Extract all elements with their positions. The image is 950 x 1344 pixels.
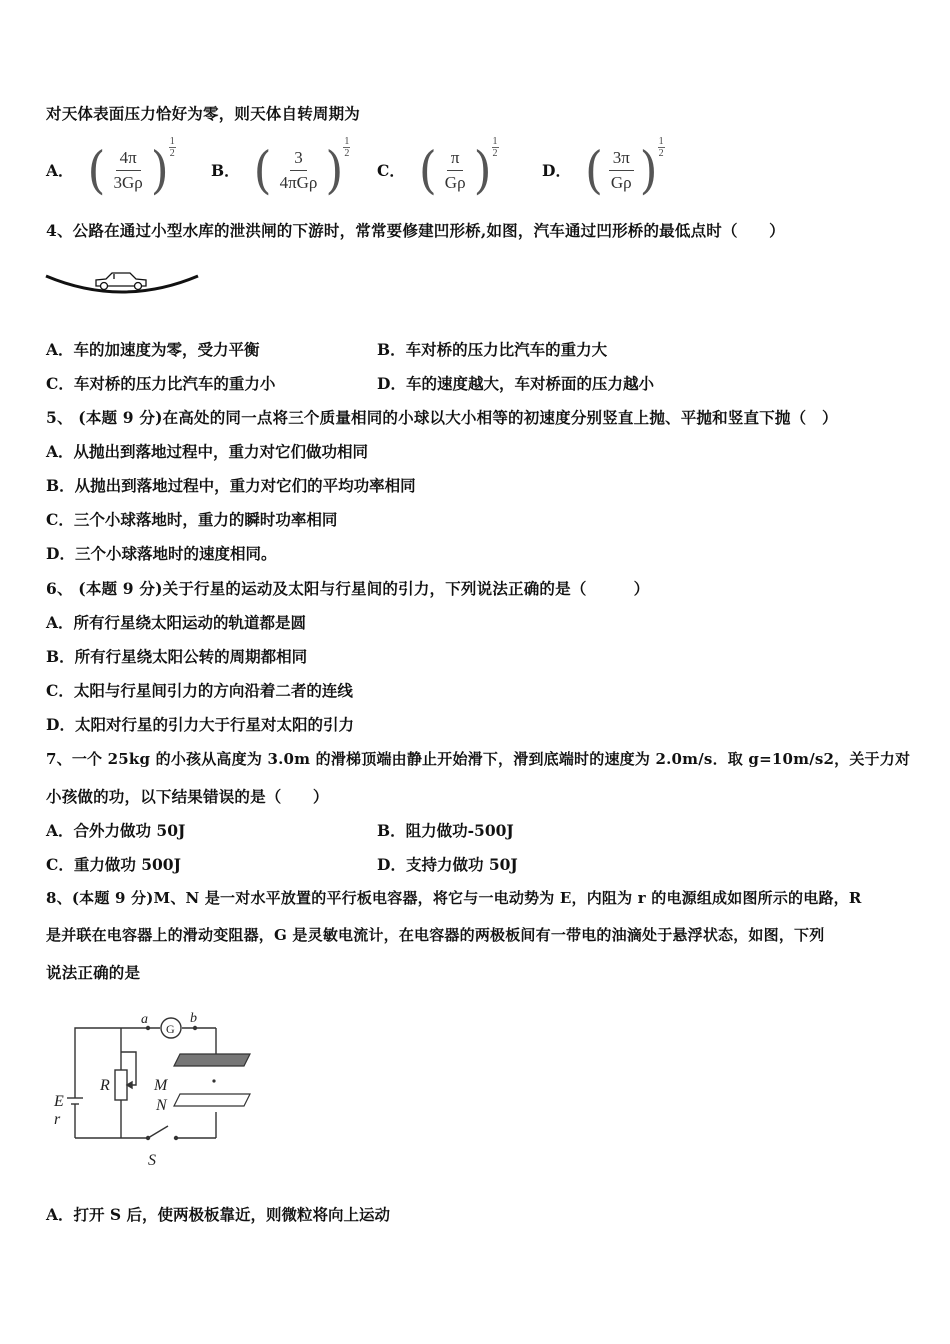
car-icon [96, 273, 146, 290]
fraction: $\frac{\pi}{G\rho}$ [444, 147, 466, 192]
q3-tail-text: 对天体表面压力恰好为零，则天体自转周期为 [46, 104, 361, 123]
exponent: 1 2 [169, 136, 175, 159]
q6-option-b[interactable]: B．所有行星绕太阳公转的周期都相同 [46, 647, 308, 666]
label-g: G [166, 1022, 175, 1036]
capacitor-plate-m [174, 1054, 250, 1066]
q4-option-d[interactable]: D．车的速度越大，车对桥面的压力越小 [377, 374, 654, 393]
label-r-rheostat: R [100, 1077, 110, 1094]
q8-option-a[interactable]: A．打开 S 后，使两极板靠近，则微粒将向上运动 [46, 1205, 391, 1224]
q6-option-d[interactable]: D．太阳对行星的引力大于行星对太阳的引力 [46, 715, 354, 734]
exponent: 1 2 [658, 136, 664, 159]
option-key: A． [46, 161, 74, 180]
q6-option-c[interactable]: C．太阳与行星间引力的方向沿着二者的连线 [46, 681, 353, 700]
q6-stem: 6、 (本题 9 分)关于行星的运动及太阳与行星间的引力，下列说法正确的是（ ） [46, 579, 650, 598]
q8-stem-line3: 说法正确的是 [46, 963, 141, 982]
label-m: M [154, 1077, 168, 1094]
q3-option-b[interactable]: B． ( $\frac{3}{\text{4πGρ}}$ ) 1 2 [211, 136, 350, 200]
option-key: C． [377, 161, 405, 180]
q4-option-b[interactable]: B．车对桥的压力比汽车的重力大 [377, 340, 608, 359]
fraction: $\frac{4\pi}{3G\rho}$ [113, 147, 143, 192]
option-key: B． [211, 161, 240, 180]
q4-option-a[interactable]: A．车的加速度为零，受力平衡 [46, 340, 260, 359]
exponent: 1 2 [344, 136, 350, 159]
q7-option-b[interactable]: B．阻力做功-500J [377, 821, 514, 840]
label-n: N [156, 1097, 167, 1114]
q3-option-a[interactable]: A． ( $\frac{4\pi}{3G\rho}$ ) 1 2 [46, 136, 175, 200]
concave-bridge-figure [44, 262, 200, 302]
label-b: b [190, 1011, 197, 1026]
q7-stem-line1: 7、一个 25kg 的小孩从高度为 3.0m 的滑梯顶端由静止开始滑下，滑到底端时的速度为 2.0m/s．取 g=10m/s2，关于力对 [46, 750, 911, 768]
q7-option-d[interactable]: D．支持力做功 50J [377, 855, 518, 874]
q8-stem-line2: 是并联在电容器上的滑动变阻器，G 是灵敏电流计，在电容器的两极板间有一带电的油滴处于悬浮状态，如图，下列 [46, 926, 825, 944]
oil-drop [212, 1079, 215, 1082]
fraction: $\frac{3\pi}{G\rho}$ [607, 148, 636, 193]
q5-stem: 5、 (本题 9 分)在高处的同一点将三个质量相同的小球以大小相等的初速度分别竖直上抛、平抛和竖直下抛（ ） [46, 408, 838, 427]
q7-option-c[interactable]: C．重力做功 500J [46, 855, 181, 874]
fraction: $\frac{3}{\text{4πGρ}}$ [279, 147, 318, 192]
q5-option-c[interactable]: C．三个小球落地时，重力的瞬时功率相同 [46, 510, 338, 529]
q4-stem: 4、公路在通过小型水库的泄洪闸的下游时，常常要修建凹形桥,如图，汽车通过凹形桥的最低点时（ ） [46, 221, 785, 240]
option-key: D． [542, 161, 571, 180]
q5-option-a[interactable]: A．从抛出到落地过程中，重力对它们做功相同 [46, 442, 369, 461]
label-r-internal: r [54, 1111, 61, 1128]
q7-option-a[interactable]: A．合外力做功 50J [46, 821, 186, 840]
q7-stem-line2: 小孩做的功，以下结果错误的是（ ） [46, 787, 329, 806]
label-e: E [54, 1093, 64, 1110]
q4-option-c[interactable]: C．车对桥的压力比汽车的重力小 [46, 374, 276, 393]
q5-option-d[interactable]: D．三个小球落地时的速度相同。 [46, 544, 277, 563]
label-s: S [148, 1152, 156, 1168]
q8-stem-line1: 8、(本题 9 分)M、N 是一对水平放置的平行板电容器，将它与一电动势为 E，内阻为 r 的电源组成如图所示的电路，R [46, 889, 862, 907]
q6-option-a[interactable]: A．所有行星绕太阳运动的轨道都是圆 [46, 613, 307, 632]
q3-option-d[interactable]: D． ( $\frac{3\pi}{G\rho}$ ) 1 2 [542, 136, 664, 200]
q5-option-b[interactable]: B．从抛出到落地过程中，重力对它们的平均功率相同 [46, 476, 416, 495]
label-a: a [141, 1012, 148, 1027]
circuit-diagram [48, 1008, 258, 1168]
q3-option-c[interactable]: C． ( $\frac{\pi}{G\rho}$ ) 1 2 [377, 136, 498, 200]
capacitor-plate-n [174, 1094, 250, 1106]
exponent: 1 2 [492, 136, 498, 159]
